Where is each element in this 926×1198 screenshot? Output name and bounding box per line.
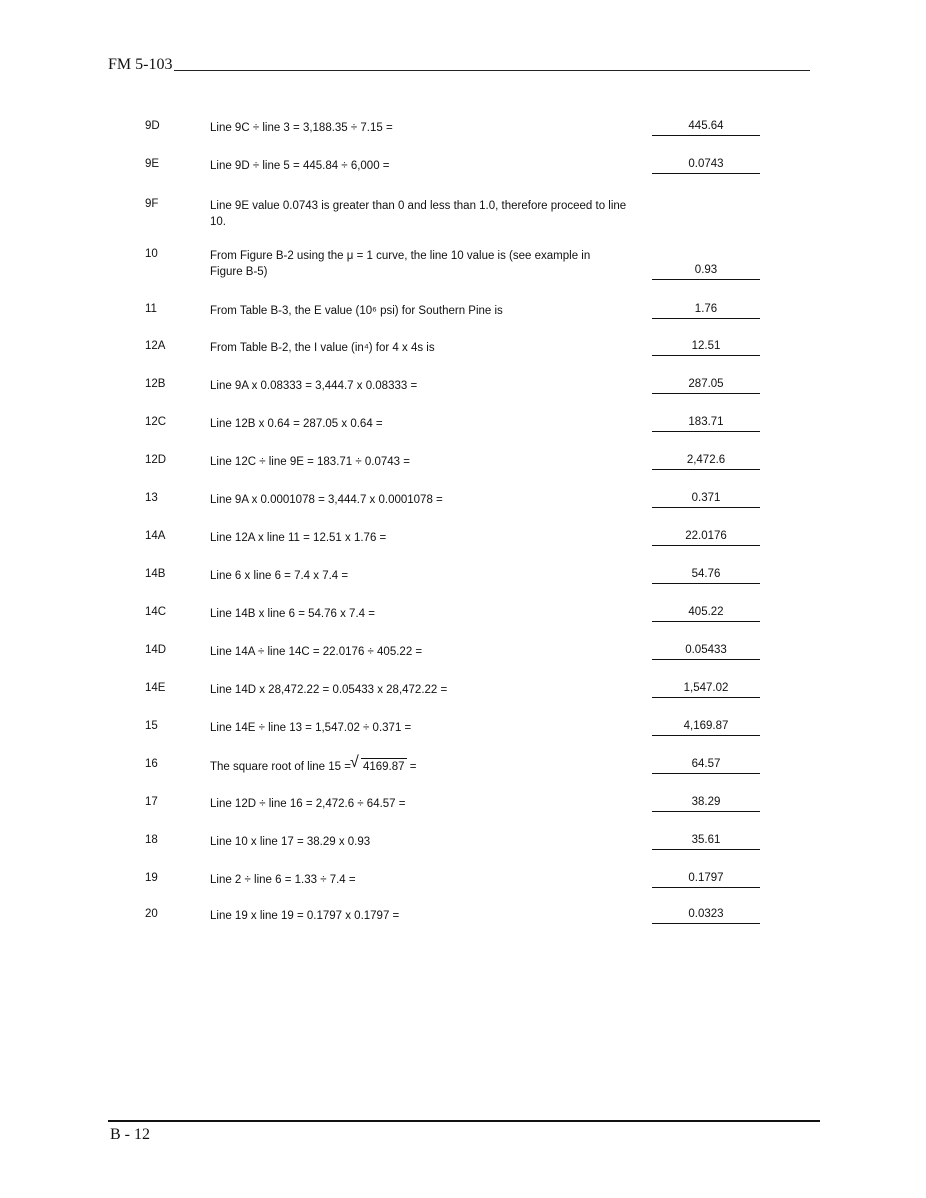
footer-rule bbox=[108, 1120, 820, 1122]
line-value: 64.57 bbox=[652, 758, 760, 774]
line-number: 12B bbox=[145, 378, 166, 390]
line-value: 0.93 bbox=[652, 264, 760, 280]
line-value: 22.0176 bbox=[652, 530, 760, 546]
line-number: 15 bbox=[145, 720, 158, 732]
line-number: 14D bbox=[145, 644, 167, 656]
line-number: 14B bbox=[145, 568, 166, 580]
line-number: 19 bbox=[145, 872, 158, 884]
line-description: Line 9A x 0.0001078 = 3,444.7 x 0.0001078 = bbox=[210, 494, 443, 506]
line-value: 0.371 bbox=[652, 492, 760, 508]
line-description: Line 14A ÷ line 14C = 22.0176 ÷ 405.22 = bbox=[210, 646, 423, 658]
line-value: 183.71 bbox=[652, 416, 760, 432]
line-number: 9D bbox=[145, 120, 160, 132]
line-description: Line 9C ÷ line 3 = 3,188.35 ÷ 7.15 = bbox=[210, 122, 393, 134]
line-number: 10 bbox=[145, 248, 158, 260]
line-description: Line 9A x 0.08333 = 3,444.7 x 0.08333 = bbox=[210, 380, 418, 392]
line-description: From Figure B-2 using the μ = 1 curve, the line 10 value is (see example in Figure B-5) bbox=[210, 250, 591, 278]
line-description-text: The square root of line 15 = bbox=[210, 761, 351, 773]
header-rule bbox=[174, 70, 810, 71]
line-description: Line 9E value 0.0743 is greater than 0 and less than 1.0, therefore proceed to line 10. bbox=[210, 200, 627, 228]
page-header bbox=[108, 56, 810, 74]
line-description: Line 12C ÷ line 9E = 183.71 ÷ 0.0743 = bbox=[210, 456, 410, 468]
line-number: 17 bbox=[145, 796, 158, 808]
line-description: From Table B-3, the E value (10⁶ psi) for Southern Pine is bbox=[210, 305, 503, 317]
line-number: 18 bbox=[145, 834, 158, 846]
line-number: 14A bbox=[145, 530, 166, 542]
line-description: Line 12D ÷ line 16 = 2,472.6 ÷ 64.57 = bbox=[210, 798, 406, 810]
line-value: 54.76 bbox=[652, 568, 760, 584]
line-value: 0.1797 bbox=[652, 872, 760, 888]
document-id: FM 5-103 bbox=[108, 56, 173, 73]
line-description: From Table B-2, the I value (in⁴) for 4 x 4s is bbox=[210, 342, 435, 354]
line-number: 11 bbox=[145, 303, 157, 315]
line-value: 0.05433 bbox=[652, 644, 760, 660]
line-number: 9E bbox=[145, 158, 160, 170]
line-value: 405.22 bbox=[652, 606, 760, 622]
line-description bbox=[210, 758, 640, 775]
line-value: 1,547.02 bbox=[652, 682, 760, 698]
line-description: Line 19 x line 19 = 0.1797 x 0.1797 = bbox=[210, 910, 400, 922]
square-root-radicand: √ 4169.87 bbox=[361, 758, 407, 775]
line-number: 16 bbox=[145, 758, 158, 770]
line-description: Line 14B x line 6 = 54.76 x 7.4 = bbox=[210, 608, 375, 620]
line-value: 35.61 bbox=[652, 834, 760, 850]
line-description: Line 10 x line 17 = 38.29 x 0.93 bbox=[210, 836, 371, 848]
line-number: 12C bbox=[145, 416, 167, 428]
line-value: 1.76 bbox=[652, 303, 760, 319]
page-number: B - 12 bbox=[110, 1126, 150, 1143]
line-description: Line 12B x 0.64 = 287.05 x 0.64 = bbox=[210, 418, 383, 430]
line-description: Line 14E ÷ line 13 = 1,547.02 ÷ 0.371 = bbox=[210, 722, 412, 734]
line-value: 38.29 bbox=[652, 796, 760, 812]
line-description: Line 2 ÷ line 6 = 1.33 ÷ 7.4 = bbox=[210, 874, 356, 886]
line-value: 12.51 bbox=[652, 340, 760, 356]
line-description: Line 6 x line 6 = 7.4 x 7.4 = bbox=[210, 570, 349, 582]
line-value: 4,169.87 bbox=[652, 720, 760, 736]
line-description: Line 14D x 28,472.22 = 0.05433 x 28,472.22 = bbox=[210, 684, 448, 696]
line-value: 287.05 bbox=[652, 378, 760, 394]
line-value: 0.0323 bbox=[652, 908, 760, 924]
line-value: 445.64 bbox=[652, 120, 760, 136]
line-number: 20 bbox=[145, 908, 158, 920]
line-description: Line 9D ÷ line 5 = 445.84 ÷ 6,000 = bbox=[210, 160, 390, 172]
line-description-suffix: = bbox=[406, 761, 417, 773]
line-value: 0.0743 bbox=[652, 158, 760, 174]
line-number: 9F bbox=[145, 198, 159, 210]
line-value: 2,472.6 bbox=[652, 454, 760, 470]
line-number: 12D bbox=[145, 454, 167, 466]
line-number: 14C bbox=[145, 606, 167, 618]
line-description: Line 12A x line 11 = 12.51 x 1.76 = bbox=[210, 532, 387, 544]
line-number: 14E bbox=[145, 682, 166, 694]
line-number: 13 bbox=[145, 492, 158, 504]
line-number: 12A bbox=[145, 340, 166, 352]
